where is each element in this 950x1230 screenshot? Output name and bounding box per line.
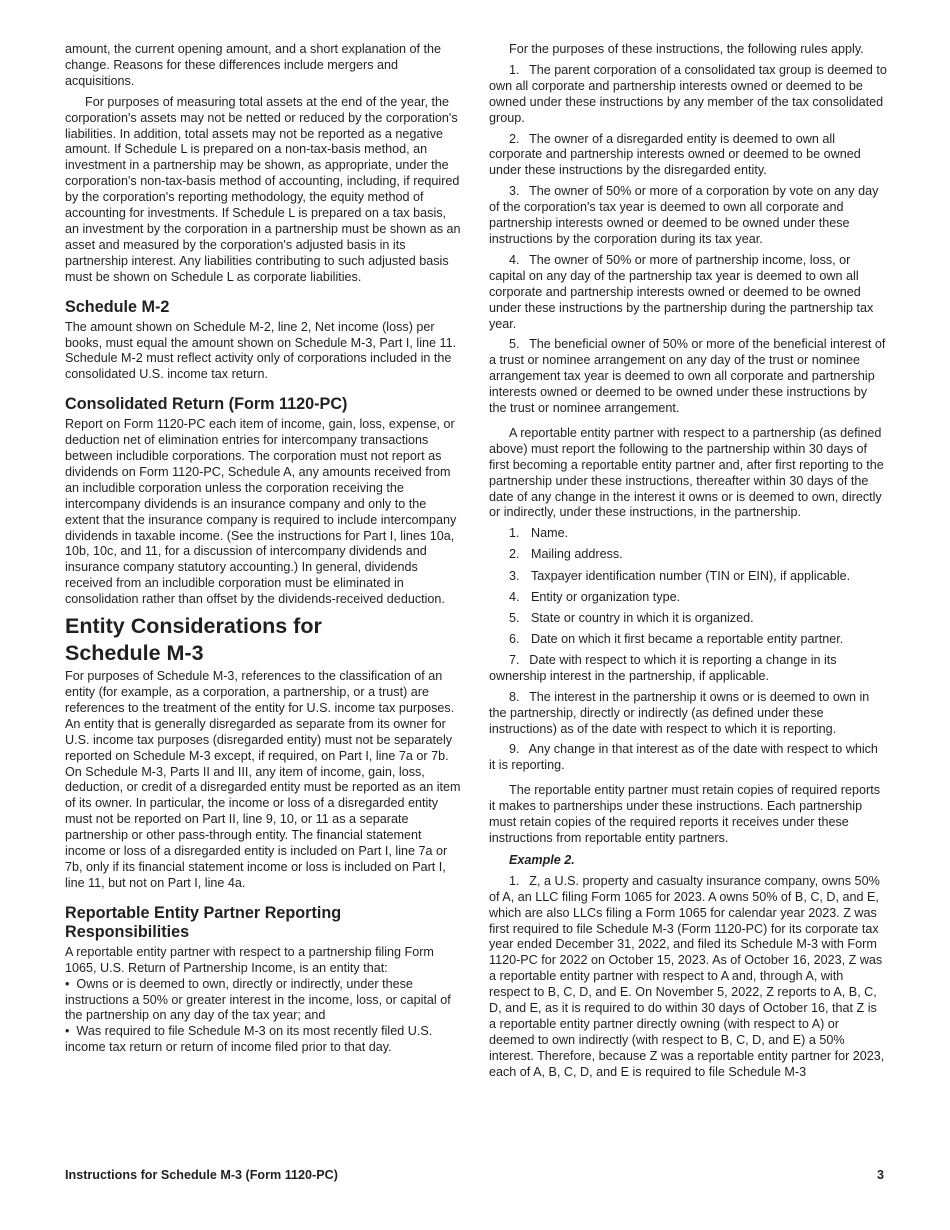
bullet-icon: • <box>65 1024 70 1039</box>
paragraph-retain-copies: The reportable entity partner must retain copies of required reports it makes to partnerships under these instructions. Each partnership must retain copies of the required reports it receives under these instructions from reportable entity partners. <box>489 783 881 845</box>
rule-item: 2. The owner of a disregarded entity is deemed to own all corporate and partnership interests owned or deemed to be owned under these instructions by the disregarded entity. <box>489 131 861 178</box>
heading-entity-line2: Schedule M-3 <box>65 641 204 666</box>
list-item-number: 1. <box>509 526 520 541</box>
heading-entity-considerations <box>65 613 463 667</box>
list-item-long: 7. Date with respect to which it is reporting a change in its ownership interest in the partnership, if applicable. <box>489 652 837 683</box>
bullet-text-ownership: Owns or is deemed to own, directly or indirectly, under these instructions a 50% or greater interest in the income, loss, or capital of the partnership on any day of the tax year; and <box>65 976 451 1023</box>
list-item <box>509 590 887 606</box>
heading-reportable-line1: Reportable Entity Partner Reporting <box>65 903 342 922</box>
example-heading: Example 2. <box>509 852 575 867</box>
paragraph-report-requirements: A reportable entity partner with respect to a partnership (as defined above) must report the following to the partnership within 30 days of first becoming a reportable entity partner and, after first reporting to the partnership under these instructions, thereafter within 30 days of the date of any change in the interest it owns or is deemed to own, directly or indirectly, under these instructions, in the partnership. <box>489 425 884 520</box>
list-item <box>509 632 887 648</box>
rule-item: 4. The owner of 50% or more of partnership income, loss, or capital on any day of the partnership tax year is deemed to own all corporate and partnership interests owned or deemed to be owned under these instructions by the partnership during the partnership tax year. <box>489 252 874 331</box>
paragraph-reportable-entity: A reportable entity partner with respect to a partnership filing Form 1065, U.S. Return of Partnership Income, is an entity that: <box>65 944 434 975</box>
list-item-long: 9. Any change in that interest as of the date with respect to which it is reporting. <box>489 742 878 773</box>
paragraph-entity-considerations: For purposes of Schedule M-3, references to the classification of an entity (for example, as a corporation, a partnership, or a trust) are references to the treatment of the entity for U.S. income tax purposes. An entity that is generally disregarded as separate from its owner for U.S. income tax purposes (disregarded entity) must not be separately reported on Schedule M-3 except, if required, on Part I, line 7a or 7b. On Schedule M-3, Parts II and III, any item of income, gain, loss, deduction, or credit of a disregarded entity must be reported as an item of its owner. In particular, the income or loss of a disregarded entity must not be reported on Part II, line 9, 10, or 11 as a separate partnership or other pass-through entity. The financial statement income or loss of a disregarded entity is included on Part I, line 7a or 7b, only if its financial statement income or loss is included on Part I, line 11, but not on Part I, line 4a. <box>65 669 461 890</box>
list-item-number: 6. <box>509 631 520 646</box>
list-item-number: 3. <box>509 568 520 583</box>
list-item <box>509 547 887 563</box>
list-item-number: 2. <box>509 547 520 562</box>
bullet-item-ownership <box>65 977 463 1025</box>
list-item-text: Entity or organization type. <box>531 589 681 604</box>
list-item-number: 5. <box>509 610 520 625</box>
list-item <box>509 611 887 627</box>
list-item-text: State or country in which it is organized. <box>531 610 754 625</box>
bullet-item-filing <box>65 1024 463 1056</box>
paragraph-total-assets-cont: amount, the current opening amount, and a short explanation of the change. Reasons for these differences include mergers and acquisitions. <box>65 42 441 88</box>
paragraph-rules-intro: For the purposes of these instructions, the following rules apply. <box>509 42 864 56</box>
list-item-text: Name. <box>531 526 569 541</box>
list-item-text: Mailing address. <box>531 547 623 562</box>
list-item <box>509 526 887 542</box>
paragraph-example: 1. Z, a U.S. property and casualty insurance company, owns 50% of A, an LLC filing Form 1065 for 2023. A owns 50% of B, C, D, and E, which are also LLCs filing a Form 1065 for calendar year 2023. Z was first required to file Schedule M-3 (Form 1120-PC) for its corporate tax year ended December 31, 2022, and filed its Schedule M-3 with Form 1120-PC for 2022 on October 15, 2023. As of October 16, 2023, Z was a reportable entity partner with respect to A and, through A, with respect to B, C, D, and E. On November 5, 2022, Z reports to A, B, C, D, and E, as it is required to do within 30 days of October 16, that Z is a reportable entity partner directly owning (with respect to A) or deemed to own indirectly (with respect to B, C, D, and E) a 50% interest. Therefore, because Z was a reportable entity partner for 2023, each of A, B, C, D, and E is required to file Schedule M-3 <box>489 873 885 1079</box>
heading-reportable-line2: Responsibilities <box>65 922 190 941</box>
right-column <box>489 42 887 1086</box>
list-item <box>509 569 887 585</box>
heading-reportable-entity <box>65 904 463 942</box>
list-item-text: Taxpayer identification number (TIN or EIN), if applicable. <box>531 568 851 583</box>
paragraph-total-assets: For purposes of measuring total assets at the end of the year, the corporation's assets may not be netted or reduced by the corporation's liabilities. In addition, total assets may not be reported as a negative amount. If Schedule L is prepared on a non-tax-basis method, an investment in a partnership may be shown, as appropriate, under the corporation's non-tax-basis method of accounting, including, if required by the corporation's reporting methodology, the equity method of accounting for investments. If Schedule L is prepared on a tax basis, an investment by the corporation in a partnership must be shown as an asset and measured by the corporation's adjusted basis in its partnership interest. Any liabilities contributing to such adjusted basis must be shown on Schedule L as corporate liabilities. <box>65 94 461 284</box>
paragraph-schedule-m2: The amount shown on Schedule M-2, line 2, Net income (loss) per books, must equal the amount shown on Schedule M-3, Part I, line 11. Schedule M-2 must reflect activity only of corporations included in the consolidated U.S. income tax return. <box>65 319 457 382</box>
list-item-number: 4. <box>509 589 520 604</box>
heading-entity-line1: Entity Considerations for <box>65 614 322 639</box>
footer-title: Instructions for Schedule M-3 (Form 1120-PC) <box>65 1168 338 1182</box>
list-item-long: 8. The interest in the partnership it owns or is deemed to own in the partnership, directly or indirectly (as defined under these instructions) as of the date with respect to which it is reporting. <box>489 689 870 736</box>
report-items-list <box>489 526 887 647</box>
rule-item: 1. The parent corporation of a consolidated tax group is deemed to own all corporate and partnership interests owned or deemed to be owned under these instructions by any member of the tax consolidated group. <box>489 62 887 125</box>
bullet-text-filing: Was required to file Schedule M-3 on its most recently filed U.S. income tax return or return of income filed prior to that day. <box>65 1024 433 1055</box>
list-item-text: Date on which it first became a reportable entity partner. <box>531 631 844 646</box>
page-number: 3 <box>876 1168 884 1182</box>
left-column <box>65 42 463 1056</box>
rule-item: 3. The owner of 50% or more of a corporation by vote on any day of the corporation's tax year is deemed to own all corporate and partnership interests owned or deemed to be owned under these instructions by the corporation during its tax year. <box>489 184 879 246</box>
heading-consolidated-return: Consolidated Return (Form 1120-PC) <box>65 395 348 414</box>
paragraph-consolidated-return: Report on Form 1120-PC each item of income, gain, loss, expense, or deduction net of elimination entries for intercompany transactions between includible corporations. The corporation must not report as dividends on Form 1120-PC, Schedule A, any amounts received from an includible corporation unless the corporation receiving the intercompany dividends is an insurance company and only to the extent that the insurance company is required to include intercompany dividends in taxable income. (See the instructions for Part I, lines 10a, 10b, 10c, and 11, for a discussion of intercompany dividends and insurance company statutory accounting.) In general, dividends received from an includible corporation must be eliminated in consolidation rather than offset by the dividends-received deduction. <box>65 417 457 607</box>
rule-item: 5. The beneficial owner of 50% or more of the beneficial interest of a trust or nominee arrangement on any day of the trust or nominee arrangement tax year is deemed to own all corporate and partnership interests owned or deemed to be owned under these instructions by the trust or nominee arrangement. <box>489 337 886 416</box>
bullet-icon: • <box>65 976 70 991</box>
heading-schedule-m2: Schedule M-2 <box>65 297 170 316</box>
